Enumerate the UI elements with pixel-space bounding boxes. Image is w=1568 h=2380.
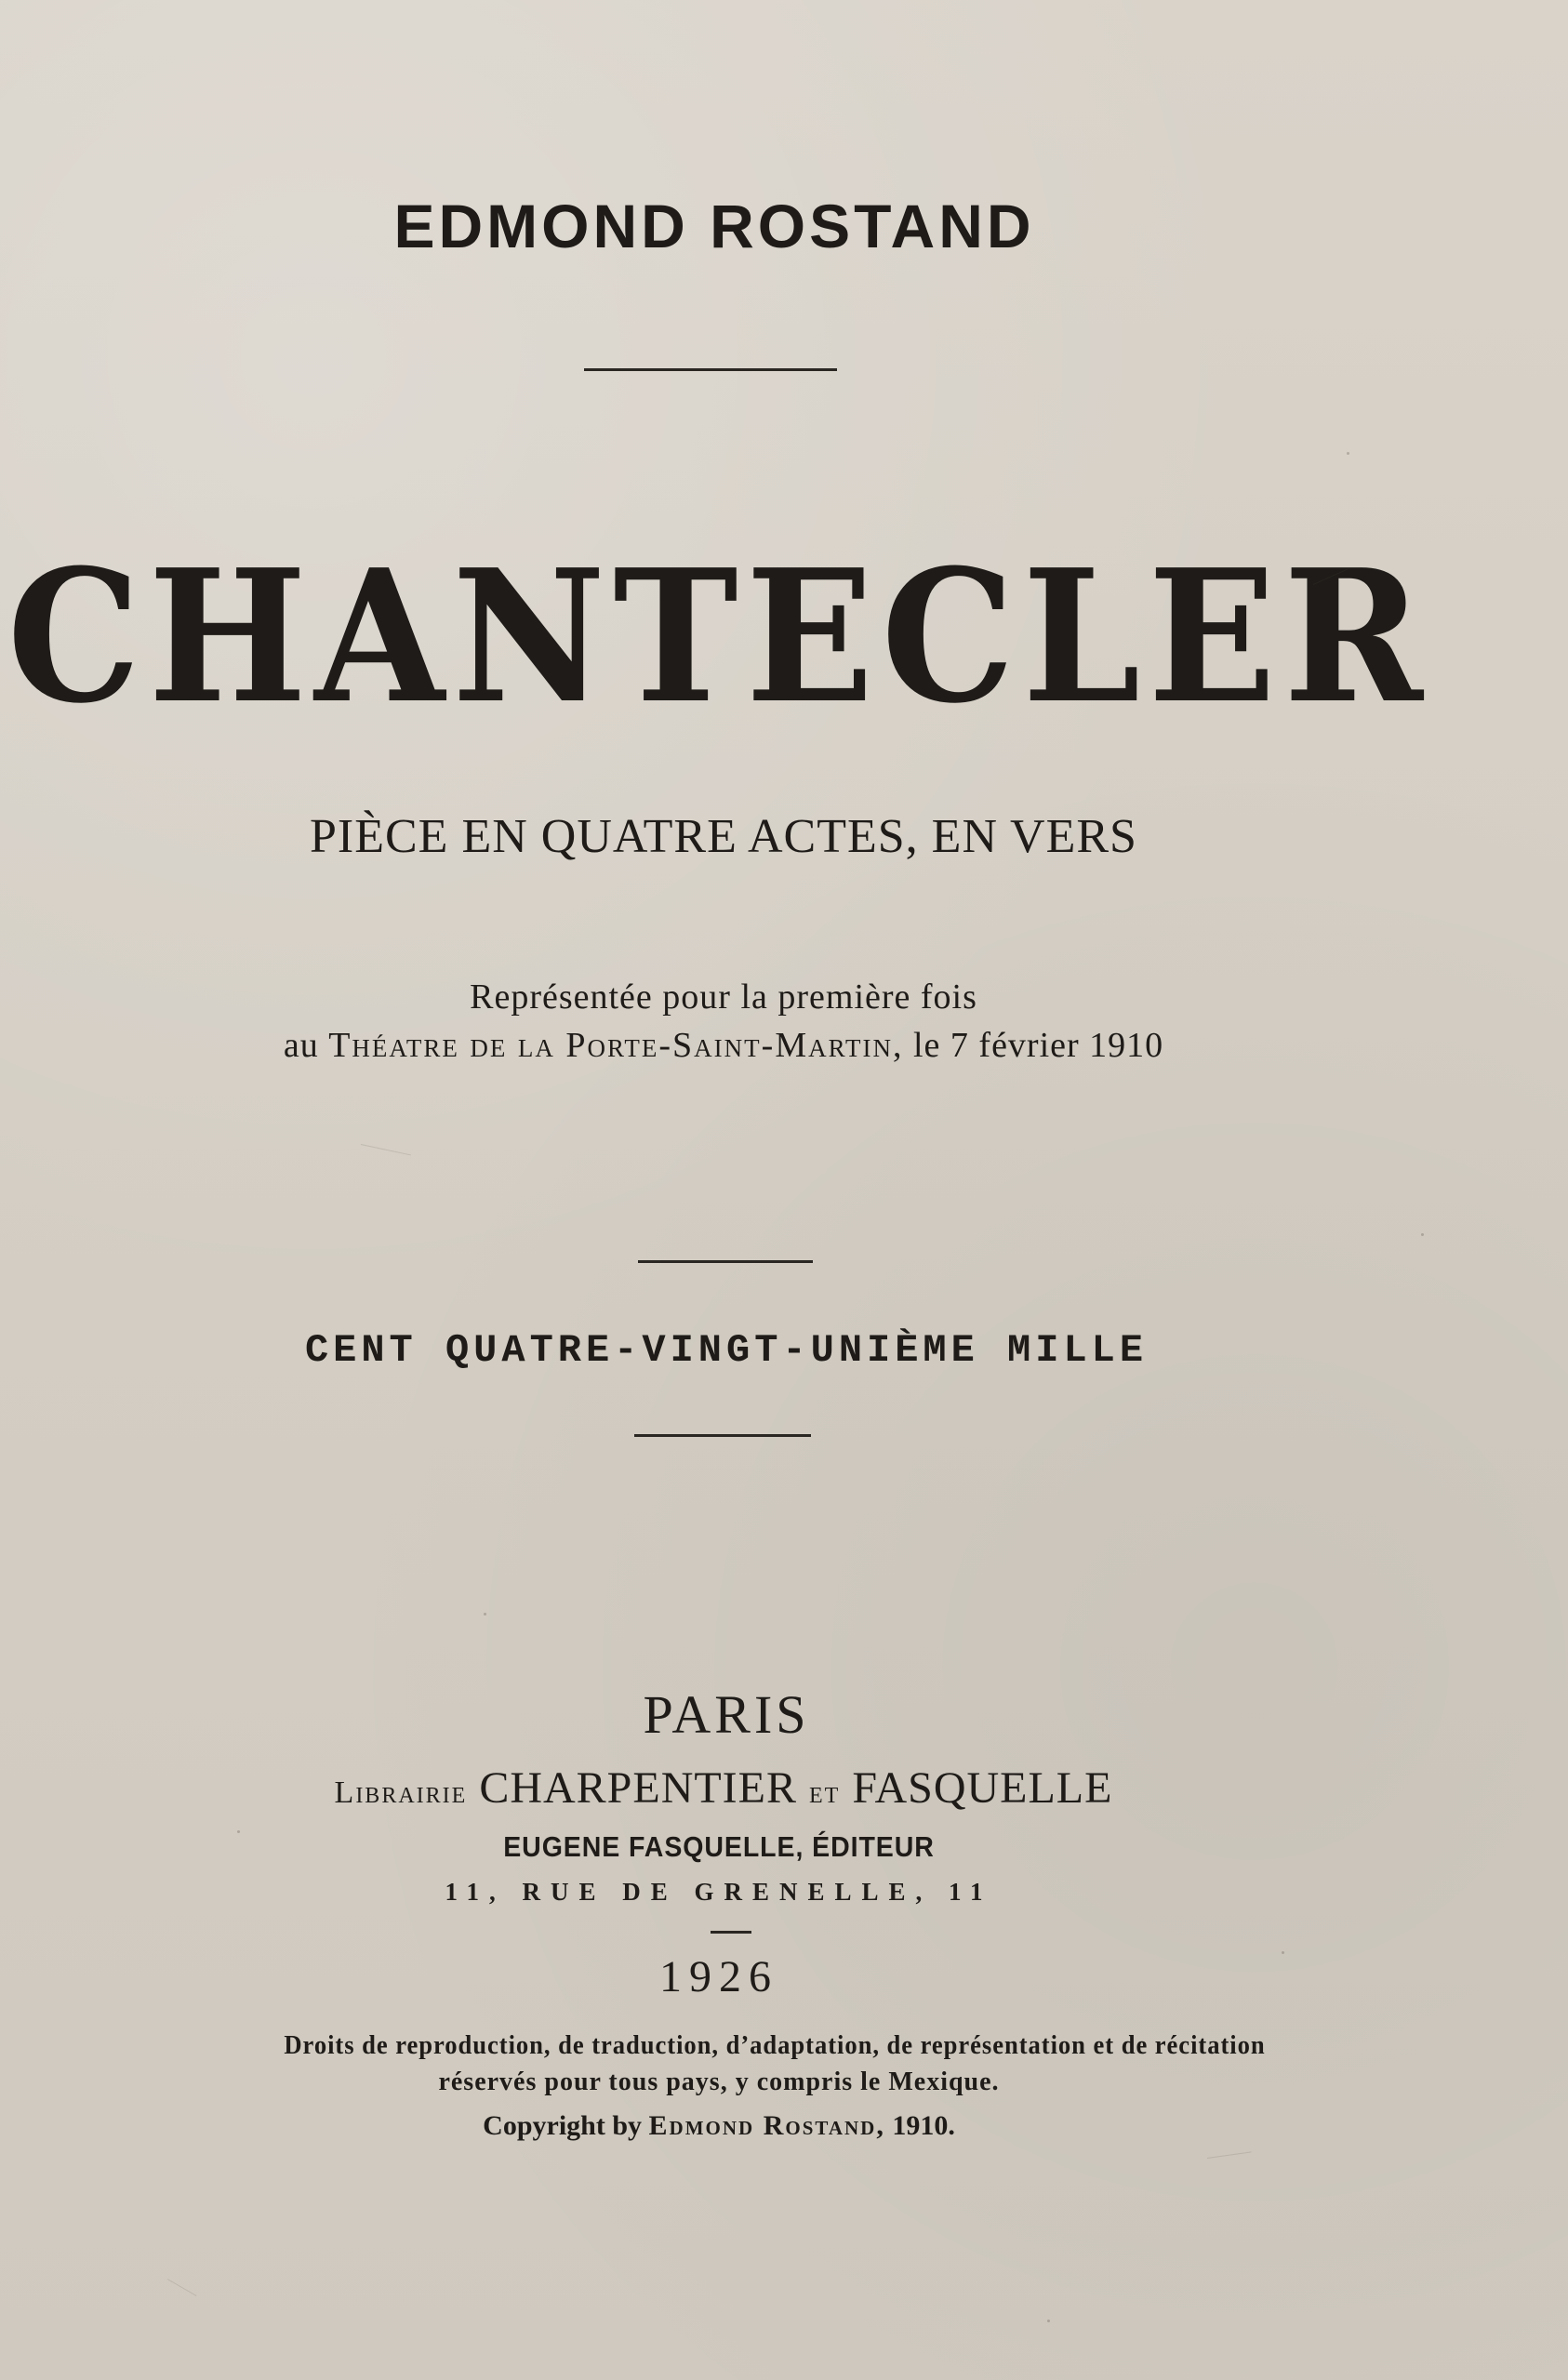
copyright-holder: Edmond Rostand, <box>648 2110 885 2141</box>
middle-divider <box>638 1260 813 1263</box>
publication-year: 1926 <box>659 1952 778 2001</box>
paper-fiber <box>1207 2151 1252 2159</box>
publisher-connector: et <box>809 1775 841 1810</box>
year-divider <box>711 1931 751 1934</box>
publisher-line <box>0 1762 1508 1814</box>
copyright-line <box>0 2110 1503 2142</box>
author-name: EDMOND ROSTAND <box>393 192 1035 260</box>
copyright-year: 1910. <box>892 2110 955 2141</box>
paper-speck <box>484 1613 486 1615</box>
rights-line-2: réservés pour tous pays, y compris le Mexique. <box>438 2068 1000 2096</box>
paper-speck <box>237 1830 240 1833</box>
representation-prefix: au <box>283 1026 319 1065</box>
rights-line-1: Droits de reproduction, de traduction, d’adaptation, de représentation et de récitation <box>284 2031 1266 2060</box>
copyright-prefix: Copyright by <box>483 2110 643 2141</box>
paper-speck <box>1347 452 1349 455</box>
publisher-name-2: FASQUELLE <box>852 1763 1113 1813</box>
representation-line-1: Représentée pour la première fois <box>470 977 977 1017</box>
publisher-prefix: Librairie <box>334 1775 468 1810</box>
representation-line-2 <box>0 1025 1508 1066</box>
paper-speck <box>1421 1233 1424 1236</box>
paper-fiber <box>361 1144 411 1155</box>
edition-statement: CENT QUATRE-VINGT-UNIÈME MILLE <box>304 1328 1149 1373</box>
paper-fiber <box>167 2279 197 2296</box>
top-divider <box>584 368 837 371</box>
book-subtitle: PIÈCE EN QUATRE ACTES, EN VERS <box>310 810 1137 863</box>
publisher-address: 11, RUE DE GRENELLE, 11 <box>445 1878 993 1906</box>
book-title: CHANTECLER <box>7 530 1431 744</box>
publisher-name-1: CHARPENTIER <box>479 1763 797 1813</box>
publication-city: PARIS <box>643 1684 810 1745</box>
paper-speck <box>1047 2320 1050 2322</box>
editor-line: EUGENE FASQUELLE, ÉDITEUR <box>503 1830 935 1863</box>
theatre-name: Théatre de la Porte-Saint-Martin, <box>328 1026 904 1065</box>
paper-speck <box>1282 1951 1284 1954</box>
representation-date: le 7 février 1910 <box>912 1026 1164 1065</box>
lower-divider <box>634 1434 811 1437</box>
